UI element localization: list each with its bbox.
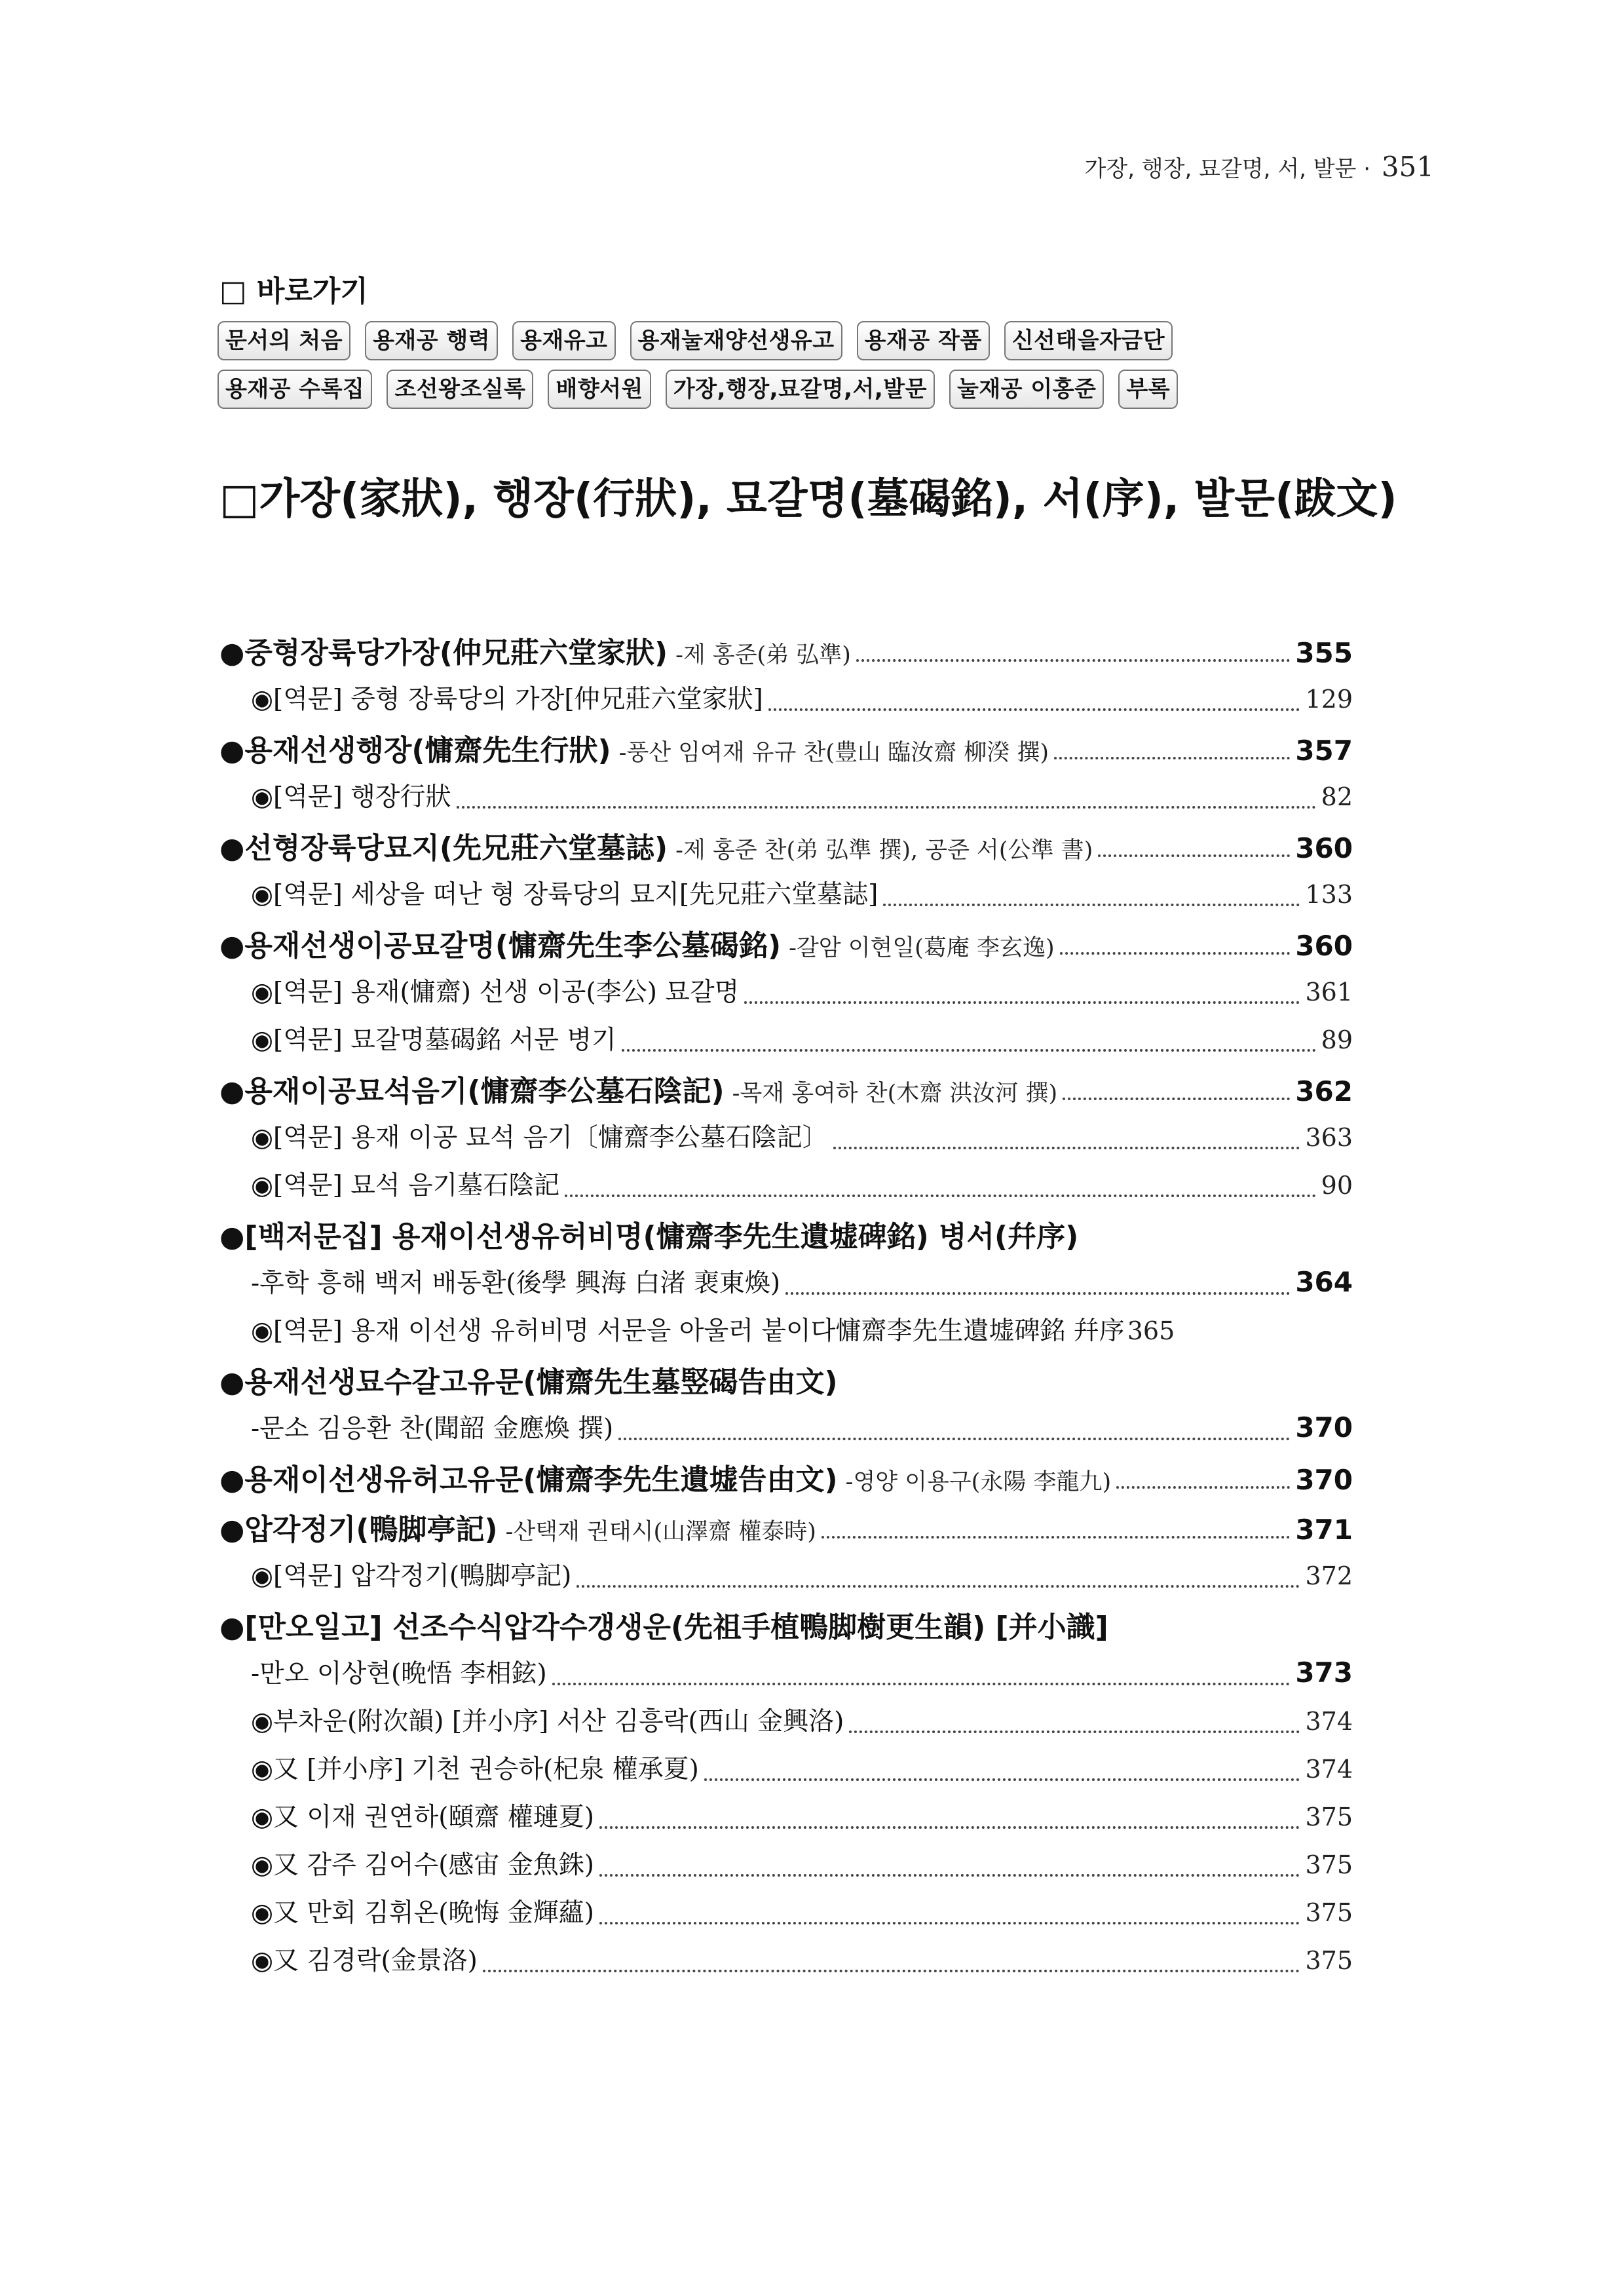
toc-sub-entry[interactable] bbox=[219, 1311, 1353, 1358]
toc-entry-label: ◉[역문] 용재 이선생 유허비명 서문을 아울러 붙이다慵齋李先生遺墟碑銘 幷序 bbox=[251, 1316, 1125, 1346]
nav-button-sinseon[interactable]: 신선태을자금단 bbox=[1004, 321, 1173, 360]
dot-leader bbox=[599, 1874, 1300, 1877]
toc-sub-entry[interactable] bbox=[219, 1653, 1353, 1701]
dot-leader bbox=[599, 1922, 1300, 1924]
toc-sub-entry[interactable] bbox=[219, 679, 1353, 727]
toc-entry-label bbox=[219, 922, 1055, 964]
dot-leader bbox=[1116, 1486, 1290, 1489]
nav-button-annals[interactable]: 조선왕조실록 bbox=[387, 370, 533, 409]
toc-entry-label: ◉[역문] 세상을 떠난 형 장륙당의 묘지[先兄莊六堂墓誌] bbox=[251, 880, 878, 909]
dot-leader bbox=[785, 1292, 1290, 1295]
toc-entry-label: ◉又 만회 김휘온(晩悔 金輝蘊) bbox=[251, 1898, 595, 1928]
toc-entry-author: -풍산 임여재 유규 찬(豊山 臨汝齋 柳湀 撰) bbox=[618, 740, 1049, 766]
toc-sub-entry[interactable] bbox=[219, 1892, 1353, 1940]
nav-button-appendix[interactable]: 부록 bbox=[1118, 370, 1178, 409]
toc-entry-title: ●용재이선생유허고유문(慵齋李先生遺墟告由文) bbox=[219, 1463, 838, 1497]
running-head-text: 가장, 행장, 묘갈명, 서, 발문 · bbox=[1084, 156, 1371, 182]
dot-leader bbox=[856, 659, 1290, 662]
toc-main-entry[interactable] bbox=[219, 1358, 1353, 1408]
toc-page-number: 372 bbox=[1305, 1561, 1353, 1590]
toc-entry-label bbox=[219, 1358, 838, 1400]
nav-button-works[interactable]: 용재공 작품 bbox=[857, 321, 990, 360]
toc-entry-label: ◉[역문] 중형 장륙당의 가장[仲兄莊六堂家狀] bbox=[251, 685, 763, 714]
table-of-contents bbox=[219, 629, 1353, 1988]
quick-nav-row-1 bbox=[217, 321, 1173, 360]
toc-sub-entry[interactable] bbox=[219, 1749, 1353, 1797]
toc-sub-entry[interactable] bbox=[219, 1556, 1353, 1603]
toc-main-entry[interactable] bbox=[219, 629, 1353, 679]
toc-entry-author: -목재 홍여하 찬(木齋 洪汝河 撰) bbox=[732, 1081, 1058, 1107]
toc-main-entry[interactable] bbox=[219, 824, 1353, 874]
toc-page-number: 357 bbox=[1295, 735, 1353, 767]
dot-leader bbox=[704, 1778, 1300, 1781]
page-number: 351 bbox=[1381, 151, 1434, 183]
toc-entry-title: ●용재선생이공묘갈명(慵齋先生李公墓碣銘) bbox=[219, 929, 782, 963]
toc-entry-label: ◉又 [并小序] 기천 권승하(杞泉 權承夏) bbox=[251, 1755, 699, 1784]
toc-main-entry[interactable] bbox=[219, 1067, 1353, 1117]
dot-leader bbox=[821, 1536, 1290, 1539]
toc-sub-entry[interactable] bbox=[219, 1701, 1353, 1749]
dot-leader bbox=[565, 1195, 1315, 1197]
toc-entry-label bbox=[219, 1506, 816, 1548]
toc-main-entry[interactable] bbox=[219, 727, 1353, 776]
dot-leader bbox=[1063, 1098, 1290, 1100]
toc-entry-author: -갈암 이현일(葛庵 李玄逸) bbox=[789, 935, 1055, 961]
toc-entry-label bbox=[219, 1603, 1108, 1645]
toc-entry-label: -만오 이상현(晩悟 李相鉉) bbox=[251, 1659, 547, 1689]
toc-page-number: 370 bbox=[1295, 1411, 1353, 1444]
toc-sub-entry[interactable] bbox=[219, 1408, 1353, 1456]
toc-entry-label bbox=[219, 1456, 1111, 1498]
toc-sub-entry[interactable] bbox=[219, 1165, 1353, 1213]
toc-entry-author: -산택재 권태시(山澤齋 權泰時) bbox=[505, 1519, 816, 1545]
toc-page-number: 360 bbox=[1295, 930, 1353, 962]
running-head bbox=[1085, 151, 1435, 183]
toc-page-number: 355 bbox=[1295, 637, 1353, 669]
toc-main-entry[interactable] bbox=[219, 1213, 1353, 1263]
toc-page-number: 375 bbox=[1305, 1946, 1353, 1975]
toc-entry-label: -후학 흥해 백저 배동환(後學 興海 白渚 裵東煥) bbox=[251, 1269, 781, 1298]
toc-entry-title: ●용재선생묘수갈고유문(慵齋先生墓竪碣告由文) bbox=[219, 1366, 838, 1399]
toc-page-number: 374 bbox=[1305, 1755, 1353, 1784]
section-heading: □가장(家狀), 행장(行狀), 묘갈명(墓碣銘), 서(序), 발문(跋文) bbox=[219, 475, 1397, 524]
dot-leader bbox=[768, 708, 1300, 711]
toc-entry-label: ◉又 김경락(金景洛) bbox=[251, 1946, 478, 1976]
toc-sub-entry[interactable] bbox=[219, 1263, 1353, 1311]
toc-entry-label: ◉부차운(附次韻) [并小序] 서산 김흥락(西山 金興洛) bbox=[251, 1707, 844, 1736]
toc-page-number: 82 bbox=[1321, 782, 1353, 811]
dot-leader bbox=[883, 904, 1300, 906]
toc-entry-label: ◉[역문] 묘석 음기墓石陰記 bbox=[251, 1171, 560, 1200]
toc-entry-label: ◉又 이재 권연하(頤齋 權璉夏) bbox=[251, 1803, 595, 1832]
toc-main-entry[interactable] bbox=[219, 1603, 1353, 1653]
dot-leader bbox=[1098, 854, 1290, 857]
toc-main-entry[interactable] bbox=[219, 1456, 1353, 1506]
toc-page-number: 374 bbox=[1305, 1707, 1353, 1736]
toc-page-number: 373 bbox=[1295, 1656, 1353, 1689]
toc-entry-label: ◉又 감주 김어수(感宙 金魚銖) bbox=[251, 1850, 595, 1880]
toc-page-number: 371 bbox=[1295, 1514, 1353, 1546]
nav-button-doc-start[interactable]: 문서의 처음 bbox=[217, 321, 350, 360]
toc-sub-entry[interactable] bbox=[219, 1940, 1353, 1988]
nav-button-yongjae-yugo[interactable]: 용재유고 bbox=[512, 321, 615, 360]
toc-page-number: 370 bbox=[1295, 1464, 1353, 1496]
toc-entry-title: ●압각정기(鴨脚亭記) bbox=[219, 1513, 498, 1546]
toc-entry-label bbox=[219, 727, 1049, 769]
nav-button-career[interactable]: 용재공 행력 bbox=[365, 321, 498, 360]
dot-leader bbox=[622, 1049, 1316, 1052]
toc-entry-label: ◉[역문] 용재 이공 묘석 음기〔慵齋李公墓石陰記〕 bbox=[251, 1123, 828, 1153]
toc-entry-author: -영양 이용구(永陽 李龍九) bbox=[845, 1469, 1112, 1495]
nav-button-two-scholars-yugo[interactable]: 용재눌재양선생유고 bbox=[630, 321, 842, 360]
toc-entry-label bbox=[219, 824, 1093, 866]
toc-main-entry[interactable] bbox=[219, 922, 1353, 972]
toc-page-number: 89 bbox=[1321, 1025, 1353, 1054]
nav-button-nuljae[interactable]: 눌재공 이홍준 bbox=[949, 370, 1104, 409]
toc-entry-title: ●용재선생행장(慵齋先生行狀) bbox=[219, 734, 611, 767]
quick-nav-title: □ 바로가기 bbox=[219, 275, 368, 308]
dot-leader bbox=[618, 1438, 1290, 1440]
toc-entry-title: ●[백저문집] 용재이선생유허비명(慵齋李先生遺墟碑銘) 병서(幷序) bbox=[219, 1220, 1079, 1253]
dot-leader bbox=[457, 806, 1316, 809]
toc-entry-label bbox=[219, 1213, 1078, 1255]
toc-entry-label: ◉[역문] 압각정기(鴨脚亭記) bbox=[251, 1561, 572, 1591]
toc-sub-entry[interactable] bbox=[219, 874, 1353, 922]
dot-leader bbox=[849, 1731, 1300, 1733]
dot-leader bbox=[833, 1147, 1300, 1149]
toc-entry-label: -문소 김응환 찬(聞韶 金應煥 撰) bbox=[251, 1414, 614, 1444]
toc-entry-label bbox=[219, 629, 851, 671]
toc-sub-entry[interactable] bbox=[219, 1845, 1353, 1892]
toc-sub-entry[interactable] bbox=[219, 1797, 1353, 1845]
toc-entry-label: ◉[역문] 묘갈명墓碣銘 서문 병기 bbox=[251, 1025, 616, 1055]
toc-page-number: 90 bbox=[1321, 1171, 1353, 1200]
dot-leader bbox=[483, 1970, 1300, 1972]
dot-leader bbox=[576, 1585, 1300, 1588]
toc-entry-label: ◉[역문] 용재(慵齋) 선생 이공(李公) 묘갈명 bbox=[251, 978, 740, 1007]
nav-button-seowon[interactable]: 배향서원 bbox=[548, 370, 651, 409]
toc-sub-entry[interactable] bbox=[219, 776, 1353, 824]
toc-main-entry[interactable] bbox=[219, 1506, 1353, 1556]
toc-entry-title: ●용재이공묘석음기(慵齋李公墓石陰記) bbox=[219, 1075, 725, 1108]
toc-entry-title: ●[만오일고] 선조수식압각수갱생운(先祖手植鴨脚樹更生韻) [并小識] bbox=[219, 1611, 1108, 1644]
toc-page-number: 133 bbox=[1305, 880, 1353, 909]
toc-entry-label bbox=[219, 1067, 1057, 1109]
nav-button-collections[interactable]: 용재공 수록집 bbox=[217, 370, 372, 409]
quick-nav-row-2 bbox=[217, 370, 1178, 409]
toc-page-number: 365 bbox=[1127, 1316, 1175, 1345]
toc-page-number: 129 bbox=[1305, 685, 1353, 714]
toc-page-number: 364 bbox=[1295, 1266, 1353, 1298]
toc-sub-entry[interactable] bbox=[219, 1020, 1353, 1067]
toc-entry-label: ◉[역문] 행장行狀 bbox=[251, 782, 451, 812]
toc-sub-entry[interactable] bbox=[219, 1117, 1353, 1165]
toc-page-number: 375 bbox=[1305, 1803, 1353, 1831]
toc-sub-entry[interactable] bbox=[219, 972, 1353, 1020]
toc-page-number: 360 bbox=[1295, 832, 1353, 864]
nav-button-gajang[interactable]: 가장,행장,묘갈명,서,발문 bbox=[666, 370, 935, 409]
toc-entry-title: ●중형장륙당가장(仲兄莊六堂家狀) bbox=[219, 636, 668, 670]
toc-page-number: 361 bbox=[1305, 978, 1353, 1006]
dot-leader bbox=[1054, 757, 1290, 759]
dot-leader bbox=[744, 1001, 1300, 1004]
toc-page-number: 362 bbox=[1295, 1075, 1353, 1107]
toc-entry-title: ●선형장륙당묘지(先兄莊六堂墓誌) bbox=[219, 832, 668, 865]
dot-leader bbox=[1060, 952, 1291, 955]
toc-entry-author: -제 홍준(弟 弘準) bbox=[675, 642, 851, 668]
toc-page-number: 375 bbox=[1305, 1850, 1353, 1879]
toc-page-number: 363 bbox=[1305, 1123, 1353, 1152]
toc-entry-author: -제 홍준 찬(弟 弘準 撰), 공준 서(公準 書) bbox=[675, 837, 1093, 864]
dot-leader bbox=[552, 1683, 1291, 1685]
dot-leader bbox=[599, 1826, 1300, 1829]
toc-page-number: 375 bbox=[1305, 1898, 1353, 1927]
